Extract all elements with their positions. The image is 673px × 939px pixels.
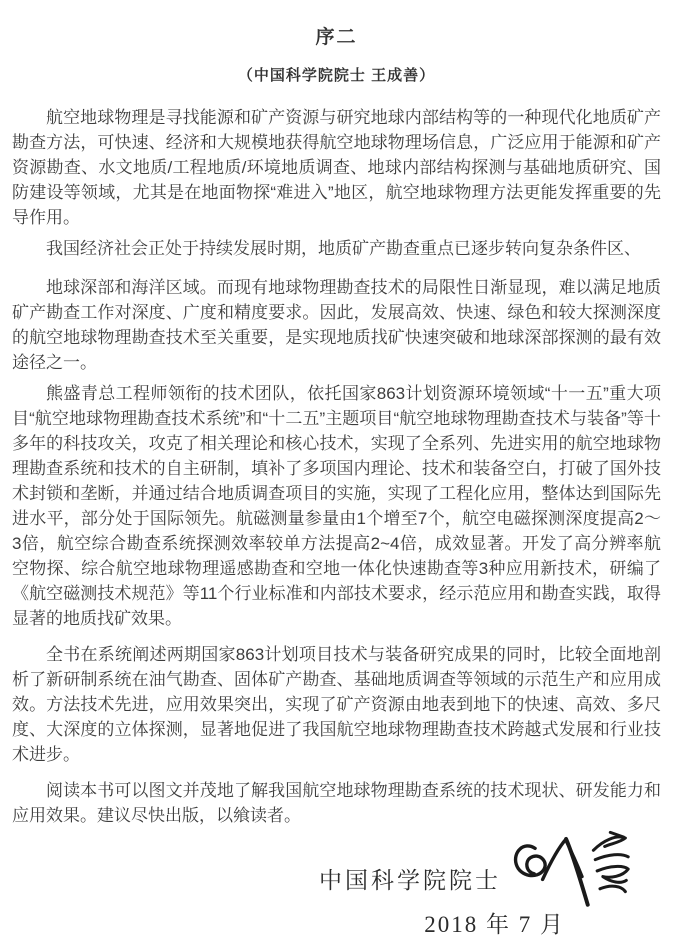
preface-body (12, 105, 661, 828)
paragraph-5: 全书在系统阐述两期国家863计划项目技术与装备研究成果的同时，比较全面地剖析了新研制系统在油气勘查、固体矿产勘查、基础地质调查等领域的示范生产和应用成效。方法技术先进，应用效果突出，实现了矿产资源由地表到地下的快速、高效、多尺度、大深度的立体探测，显著地促进了我国航空地球物理勘查技术跨越式发展和行业技术进步。 (12, 645, 661, 764)
author-line: （中国科学院院士 王成善） (237, 67, 436, 84)
signature-block (12, 842, 661, 939)
page-title: 序二 (315, 27, 358, 48)
handwritten-signature-icon (505, 829, 631, 911)
paragraph-4: 熊盛青总工程师领衔的技术团队，依托国家863计划资源环境领域“十一五”重大项目“航空地球物理勘查技术系统”和“十二五”主题项目“航空地球物理勘查技术与装备”等十多年的科技攻关，攻克了相关理论和核心技术，实现了全系列、先进实用的航空地球物理勘查系统和技术的自主研制，填补了多项国内理论、技术和装备空白，打破了国外技术封锁和垄断，并通过结合地质调查项目的实施，实现了工程化应用，整体达到国际先进水平，部分处于国际领先。航磁测量参量由1个增至7个，航空电磁探测深度提高2～3倍，航空综合勘查系统探测效率较单方法提高2~4倍，成效显著。开发了高分辨率航空物探、综合航空地球物理遥感勘查和空地一体化快速勘查等3种应用新技术，研编了《航空磁测技术规范》等11个行业标准和内部技术要求，经示范应用和勘查实践，取得显著的地质找矿效果。 (12, 384, 661, 628)
signature-date: 2018 年 7 月 (424, 912, 565, 937)
signature-role: 中国科学院院士 (319, 867, 501, 893)
paragraph-3: 地球深部和海洋区域。而现有地球物理勘查技术的局限性日渐显现，难以满足地质矿产勘查工作对深度、广度和精度要求。因此，发展高效、快速、绿色和较大探测深度的航空地球物理勘查技术至关重要，是实现地质找矿快速突破和地球深部探测的最有效途径之一。 (12, 278, 661, 372)
paragraph-1: 航空地球物理是寻找能源和矿产资源与研究地球内部结构等的一种现代化地质矿产勘查方法，可快速、经济和大规模地获得航空地球物理场信息，广泛应用于能源和矿产资源勘查、水文地质/工程地质/环境地质调查、地球内部结构探测与基础地质研究、国防建设等领域，尤其是在地面物探“难进入”地区，航空地球物理方法更能发挥重要的先导作用。 (12, 108, 661, 227)
signature-row (12, 842, 661, 914)
paragraph-2: 我国经济社会正处于持续发展时期，地质矿产勘查重点已逐步转向复杂条件区、 (46, 239, 641, 258)
paragraph-6: 阅读本书可以图文并茂地了解我国航空地球物理勘查系统的技术现状、研发能力和应用效果。建议尽快出版，以飨读者。 (12, 781, 661, 825)
